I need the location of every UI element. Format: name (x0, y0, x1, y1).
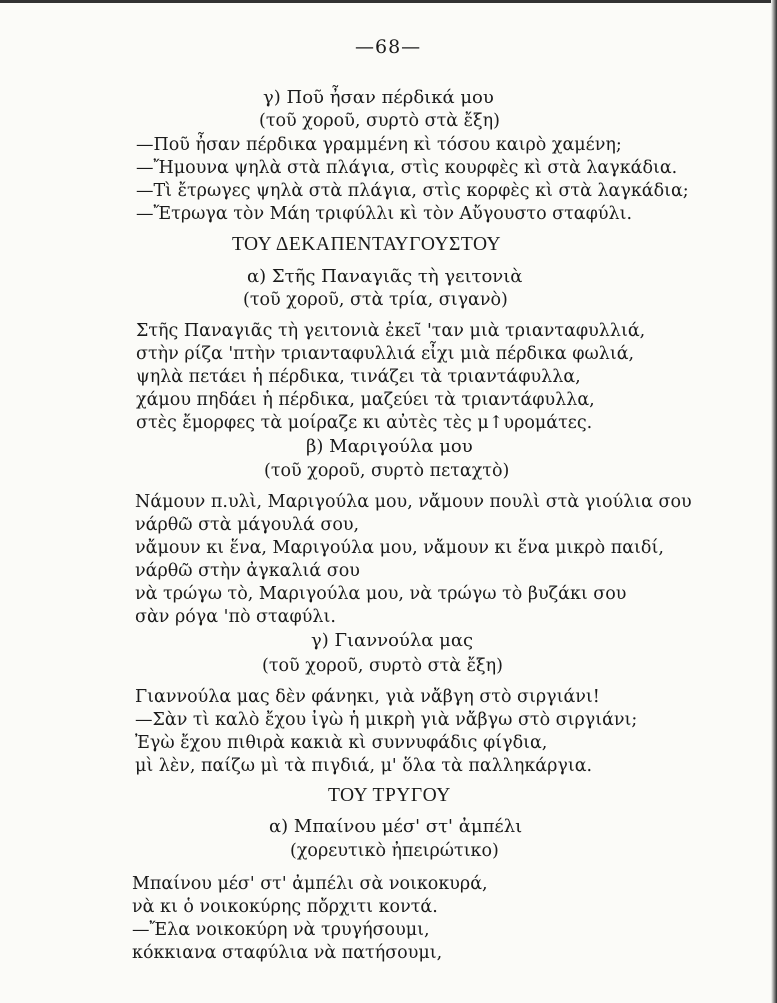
page-number: —68— (355, 36, 422, 58)
verse-line: κόκκιανα σταφύλια νὰ πατήσουμι, (132, 943, 443, 963)
poem-title-panagias: α) Στῆς Παναγιᾶς τὴ γειτονιὰ (247, 266, 523, 287)
poem-subtitle-panagias: (τοῦ χοροῦ, στὰ τρία, σιγανὸ) (243, 290, 508, 310)
verse-line: νἄμουν κι ἕνα, Μαριγούλα μου, νἄμουν κι ἕνα μικρὸ παιδί, (135, 538, 664, 558)
verse-line: σὰν ρόγα 'πὸ σταφύλι. (135, 607, 336, 627)
verse-line: ψηλὰ πετάει ἡ πέρδικα, τινάζει τὰ τριαντάφυλλα, (136, 367, 581, 387)
verse-line: χάμου πηδάει ἡ πέρδικα, μαζεύει τὰ τριαντάφυλλα, (136, 390, 595, 410)
section-heading-trygou: ΤΟΥ ΤΡΥΓΟΥ (328, 785, 451, 806)
verse-line: στὲς ἔμορφες τὰ μοίραζε κι αὐτὲς τὲς μ↑υρομάτες. (136, 413, 593, 433)
poem-subtitle-giannoula: (τοῦ χοροῦ, συρτὸ στὰ ἔξη) (262, 656, 503, 676)
poem-title-marigoula: β) Μαριγούλα μου (306, 436, 473, 457)
poem-subtitle-pou-isan: (τοῦ χοροῦ, συρτὸ στὰ ἔξη) (259, 111, 500, 131)
verse-line: —Σὰν τὶ καλὸ ἔχου ἰγὼ ἡ μικρὴ γιὰ νἄβγω στὸ σιργιάνι; (135, 710, 638, 730)
verse-line: Νάμουν π.υλὶ, Μαριγούλα μου, νἄμουν πουλὶ στὰ γιούλια σου (135, 492, 692, 512)
verse-line: —Ἤμουνα ψηλὰ στὰ πλάγια, στὶς κουρφὲς κὶ στὰ λαγκάδια. (136, 158, 678, 178)
poem-subtitle-marigoula: (τοῦ χοροῦ, συρτὸ πεταχτὸ) (264, 461, 510, 481)
verse-line: —Ἔτρωγα τὸν Μάη τριφύλλι κὶ τὸν Αὔγουστο σταφύλι. (136, 204, 633, 224)
scan-edge-right (771, 0, 777, 1003)
verse-line: μὶ λὲν, παίζω μὶ τὰ πιγδιά, μ' ὅλα τὰ παλληκάργια. (135, 756, 593, 776)
poem-title-mpainou: α) Μπαίνου μέσ' στ' ἀμπέλι (269, 816, 523, 837)
verse-line: νὰ τρώγω τὸ, Μαριγούλα μου, νὰ τρώγω τὸ βυζάκι σου (135, 584, 627, 604)
verse-line: στὴν ρίζα 'πτὴν τριανταφυλλιά εἶχι μιὰ πέρδικα φωλιά, (136, 344, 635, 364)
verse-line: νὰ κι ὁ νοικοκύρης πὄρχιτι κοντά. (132, 897, 438, 917)
verse-line: —Ἔλα νοικοκύρη νὰ τρυγήσουμι, (132, 920, 430, 940)
poem-title-giannoula: γ) Γιαννούλα μας (311, 630, 474, 651)
verse-line: Μπαίνου μέσ' στ' ἀμπέλι σὰ νοικοκυρά, (132, 874, 488, 894)
verse-line: —Ποῦ ἦσαν πέρδικα γραμμένη κὶ τόσου καιρὸ χαμένη; (136, 135, 622, 155)
poem-title-pou-isan: γ) Ποῦ ἦσαν πέρδικά μου (263, 87, 494, 108)
section-heading-dekapentavgoustou: ΤΟΥ ΔΕΚΑΠΕΝΤΑΥΓΟΥΣΤΟΥ (232, 234, 502, 255)
verse-line: νάρθῶ στὴν ἀγκαλιά σου (135, 561, 360, 581)
verse-line: Ἐγὼ ἔχου πιθιρὰ κακιὰ κὶ συννυφάδις φίγδια, (135, 733, 548, 753)
poem-subtitle-mpainou: (χορευτικὸ ἠπειρώτικο) (290, 841, 499, 861)
verse-line: Στῆς Παναγιᾶς τὴ γειτονιὰ ἐκεῖ 'ταν μιὰ τριανταφυλλιά, (136, 321, 646, 341)
verse-line: Γιαννούλα μας δὲν φάνηκι, γιὰ νἄβγη στὸ σιργιάνι! (135, 687, 600, 707)
scan-edge-top (0, 0, 777, 3)
verse-line: νάρθῶ στὰ μάγουλά σου, (135, 515, 360, 535)
verse-line: —Τὶ ἔτρωγες ψηλὰ στὰ πλάγια, στὶς κορφὲς κὶ στὰ λαγκάδια; (136, 181, 689, 201)
